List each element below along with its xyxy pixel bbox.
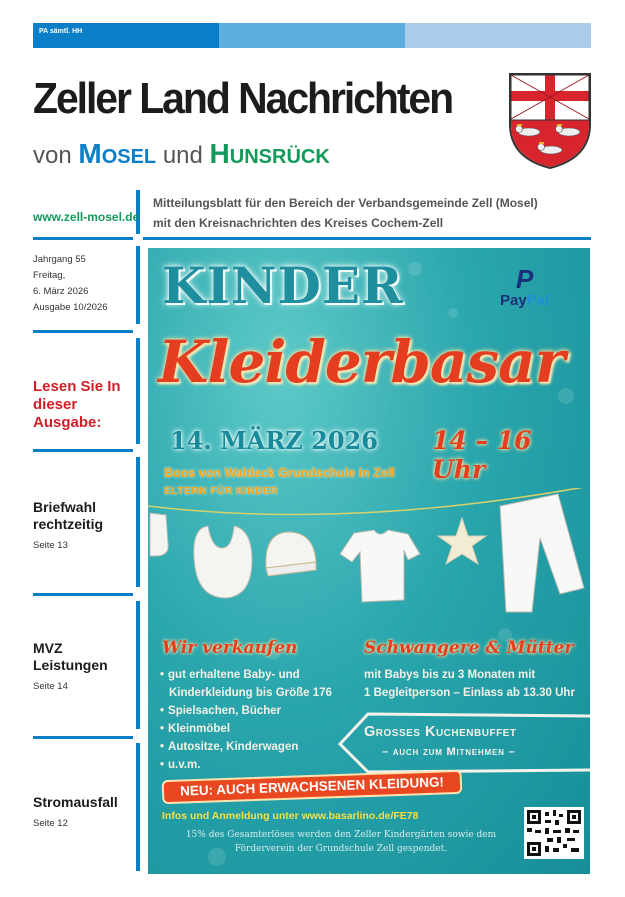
pants-icon <box>500 494 584 612</box>
paypal-pay: Pay <box>500 292 527 309</box>
coat-of-arms-icon <box>507 72 593 170</box>
paypal-icon: P <box>515 264 534 294</box>
qr-code-icon[interactable] <box>524 807 584 859</box>
teaser-title: Leistungen <box>33 657 108 673</box>
sell-heading: Wir verkaufen <box>162 638 298 658</box>
divider-horizontal <box>33 736 133 739</box>
buffet-sign <box>338 712 590 774</box>
sell-item: • Autositze, Kinderwagen <box>160 741 299 753</box>
teaser-stromausfall[interactable] <box>33 794 118 832</box>
sell-item: • Kleinmöbel <box>160 723 231 735</box>
website-link[interactable]: www.zell-mosel.de <box>33 210 140 224</box>
tagline-line-1: Mitteilungsblatt für den Bereich der Verbandsgemeinde Zell (Mosel) <box>153 196 538 210</box>
sidebar-heading <box>33 378 121 432</box>
sell-list <box>160 666 332 774</box>
sell-item: Kinderkleidung bis Größe 176 <box>169 687 332 699</box>
poster-time: 14 – 16 Uhr <box>432 426 532 484</box>
top-bar-segment <box>219 23 405 48</box>
kleiderbasar-poster <box>148 248 590 874</box>
teaser-briefwahl[interactable] <box>33 499 103 554</box>
teaser-title: Briefwahl <box>33 499 97 515</box>
divider-vertical <box>136 743 140 871</box>
bokeh-dot <box>448 308 458 318</box>
teaser-title: MVZ <box>33 640 63 656</box>
sidebar-heading-line: Lesen Sie In <box>33 378 121 395</box>
distribution-label: PA sämtl. HH <box>33 23 219 48</box>
sidebar-heading-line: dieser <box>33 396 78 413</box>
pregnant-heading: Schwangere & Mütter <box>364 638 574 658</box>
pregnant-line: 1 Begleitperson – Einlass ab 13.30 Uhr <box>364 687 575 699</box>
paypal-logo <box>500 266 549 309</box>
donation-note <box>166 828 516 856</box>
newspaper-subtitle <box>33 138 330 170</box>
star-icon <box>438 518 486 564</box>
divider-horizontal <box>33 330 133 333</box>
arrow-sign-icon <box>338 712 590 774</box>
divider-vertical <box>136 246 140 324</box>
donation-line: Förderverein der Grundschule Zell gespendet. <box>234 844 448 854</box>
hat-icon <box>266 532 316 576</box>
issue-info <box>33 252 107 316</box>
subtitle-und: und <box>162 142 203 169</box>
paypal-wordmark <box>500 292 549 309</box>
subtitle-prefix: von <box>33 142 72 169</box>
bib-icon <box>194 526 252 598</box>
buffet-subtitle: – auch zum Mitnehmen – <box>382 746 516 758</box>
sell-item: • u.v.m. <box>160 759 201 771</box>
teaser-title: Stromausfall <box>33 794 118 810</box>
divider-horizontal <box>33 593 133 596</box>
teaser-page: Seite 13 <box>33 540 68 551</box>
tshirt-icon <box>340 530 420 602</box>
divider-horizontal <box>143 237 591 240</box>
subtitle-mosel: Mosel <box>78 138 157 169</box>
divider-vertical <box>136 338 140 444</box>
issue-volume: Jahrgang 55 <box>33 254 86 265</box>
sock-icon <box>150 513 168 556</box>
clothesline-illustration <box>148 488 590 628</box>
poster-organizer: ELTERN FÜR KINDER <box>164 485 278 497</box>
pregnant-info <box>364 666 575 702</box>
issue-edition: Ausgabe 10/2026 <box>33 302 108 313</box>
poster-kinder: KINDER <box>162 256 404 315</box>
divider-horizontal <box>33 237 133 240</box>
tagline <box>153 193 538 233</box>
divider-horizontal <box>33 449 133 452</box>
divider-vertical <box>136 457 140 587</box>
sell-item: • gut erhaltene Baby- und <box>160 669 300 681</box>
top-bar-segment <box>405 23 591 48</box>
subtitle-hunsrueck: Hunsrück <box>209 138 330 169</box>
newspaper-title: Zeller Land Nachrichten <box>33 74 453 123</box>
issue-date: 6. März 2026 <box>33 286 89 297</box>
poster-kleiderbasar: Kleiderbasar <box>158 328 565 396</box>
divider-vertical <box>136 601 140 729</box>
teaser-mvz[interactable] <box>33 640 108 695</box>
new-adult-clothing-banner: NEU: AUCH ERWACHSENEN KLEIDUNG! <box>162 770 463 804</box>
teaser-page: Seite 14 <box>33 681 68 692</box>
poster-date: 14. MÄRZ 2026 <box>170 426 378 455</box>
pregnant-line: mit Babys bis zu 3 Monaten mit <box>364 669 536 681</box>
bokeh-dot <box>408 262 422 276</box>
paypal-pal: Pal <box>526 292 550 309</box>
poster-venue: Boos von Waldeck Grundschule in Zell <box>164 466 395 480</box>
teaser-page: Seite 12 <box>33 818 68 829</box>
buffet-title: Grosses Kuchenbuffet <box>364 724 517 740</box>
tagline-line-2: mit den Kreisnachrichten des Kreises Cochem-Zell <box>153 216 444 230</box>
registration-info: Infos und Anmeldung unter www.basarlino.de/FE78 <box>162 810 419 822</box>
teaser-title: rechtzeitig <box>33 516 104 532</box>
top-color-bar <box>33 23 591 48</box>
sell-item: • Spielsachen, Bücher <box>160 705 282 717</box>
donation-line: 15% des Gesamterlöses werden den Zeller Kindergärten sowie dem <box>185 830 497 840</box>
sidebar-heading-line: Ausgabe: <box>33 414 102 431</box>
issue-weekday: Freitag, <box>33 270 66 281</box>
